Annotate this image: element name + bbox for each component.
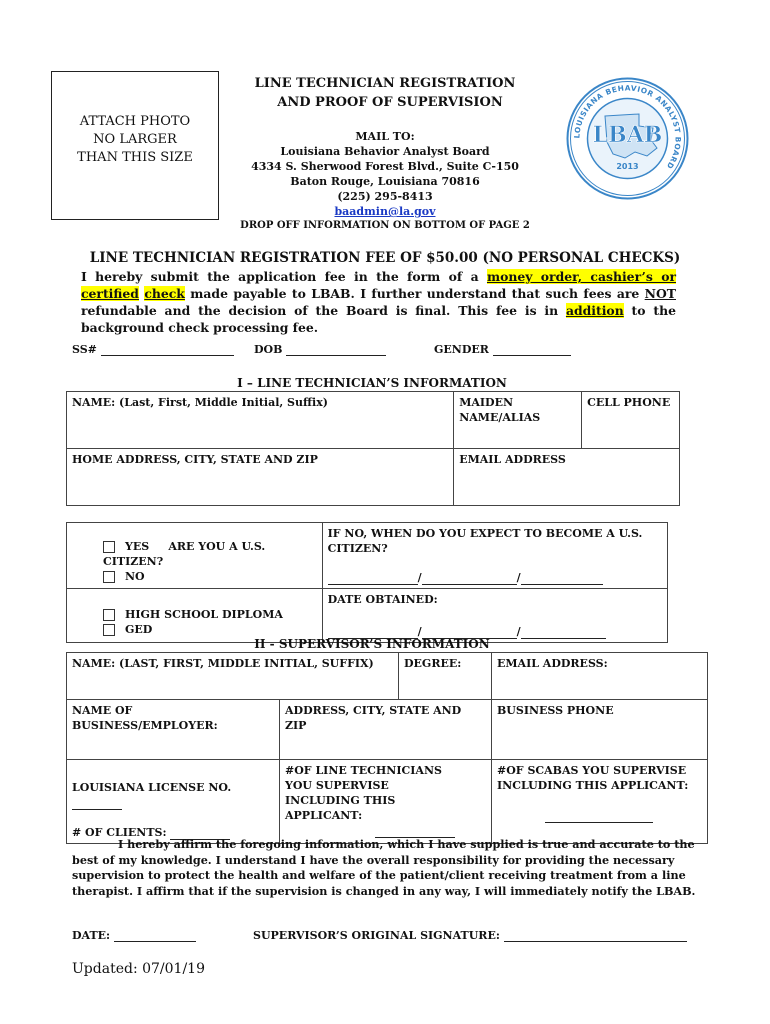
sup-degree-cell[interactable]: DEGREE:: [399, 653, 492, 700]
fee-highlight-check: check: [144, 286, 185, 301]
photo-box-line3: THAN THIS SIZE: [77, 150, 193, 165]
citizen-cell: [67, 523, 323, 589]
form-title-line2: AND PROOF OF SUPERVISION: [277, 95, 503, 110]
citizen-day-blank[interactable]: [422, 584, 517, 585]
seal-year: 2013: [616, 162, 639, 171]
seal-ring-text: LOUISIANA BEHAVIOR ANALYST BOARD: [572, 83, 683, 171]
citizen-month-blank[interactable]: [328, 584, 418, 585]
dob-field[interactable]: [254, 343, 386, 356]
photo-box-line2: NO LARGER: [93, 132, 177, 147]
signature-label: SUPERVISOR’S ORIGINAL SIGNATURE:: [253, 929, 500, 942]
date-slash: /: [516, 625, 521, 638]
fee-text-3: refundable and the decision of the Board is final. This fee is in: [81, 303, 566, 318]
gender-blank[interactable]: [493, 355, 571, 356]
fee-paragraph: [81, 268, 676, 336]
mail-to-label: MAIL TO:: [355, 130, 415, 143]
sup-business-cell[interactable]: NAME OF BUSINESS/EMPLOYER:: [67, 700, 280, 760]
sup-business-phone-cell[interactable]: BUSINESS PHONE: [492, 700, 708, 760]
sup-address-cell[interactable]: ADDRESS, CITY, STATE AND ZIP: [280, 700, 492, 760]
board-phone: (225) 295-8413: [337, 190, 433, 203]
date-slash: /: [417, 571, 422, 584]
tech-name-cell[interactable]: NAME: (Last, First, Middle Initial, Suffix): [67, 392, 454, 449]
fee-text-1: I hereby submit the application fee in the form of a: [81, 269, 487, 284]
sup-license-blank[interactable]: [72, 809, 122, 810]
sup-techs-cell: [280, 760, 492, 844]
form-header: [220, 74, 550, 233]
date-slash: /: [417, 625, 422, 638]
sup-scabas-blank[interactable]: [545, 822, 653, 823]
board-email-link[interactable]: baadmin@la.gov: [334, 205, 436, 218]
seal-abbr: LBAB: [592, 122, 663, 148]
ss-field[interactable]: [72, 343, 234, 356]
tech-home-address-cell[interactable]: HOME ADDRESS, CITY, STATE AND ZIP: [67, 449, 454, 506]
citizen-yes-label: YES: [125, 540, 150, 553]
gender-label: GENDER: [434, 343, 489, 356]
lbab-seal-logo: [565, 76, 690, 201]
photo-box: [51, 71, 219, 220]
date-label: DATE:: [72, 929, 111, 942]
sup-license-cell: [67, 760, 280, 844]
dob-label: DOB: [254, 343, 283, 356]
sup-email-cell[interactable]: EMAIL ADDRESS:: [492, 653, 708, 700]
photo-box-line1: ATTACH PHOTO: [79, 114, 191, 129]
dropoff-note: DROP OFF INFORMATION ON BOTTOM OF PAGE 2: [240, 220, 530, 231]
seal-graphic: [565, 76, 690, 201]
tech-cell-phone-cell[interactable]: CELL PHONE: [582, 392, 680, 449]
section1-title: I – LINE TECHNICIAN’S INFORMATION: [237, 376, 507, 390]
hs-diploma-checkbox[interactable]: [103, 609, 115, 621]
citizen-when-label: IF NO, WHEN DO YOU EXPECT TO BECOME A U.S. CITIZEN?: [327, 527, 643, 555]
sup-license-label: LOUISIANA LICENSE NO.: [72, 781, 232, 794]
date-field[interactable]: [72, 929, 196, 942]
sup-name-cell[interactable]: NAME: (LAST, FIRST, MIDDLE INITIAL, SUFFIX): [67, 653, 399, 700]
ged-checkbox[interactable]: [103, 624, 115, 636]
technician-info-table: [66, 391, 680, 506]
fee-heading: LINE TECHNICIAN REGISTRATION FEE OF $50.00 (NO PERSONAL CHECKS): [89, 250, 681, 266]
citizen-year-blank[interactable]: [521, 584, 603, 585]
ged-label: GED: [125, 623, 153, 636]
fee-text-4: to the background check processing fee.: [81, 303, 676, 335]
sup-techs-label: #OF LINE TECHNICIANS YOU SUPERVISE INCLUDING THIS APPLICANT:: [285, 764, 442, 822]
gender-field[interactable]: [434, 343, 571, 356]
date-obtained-label: DATE OBTAINED:: [327, 593, 438, 606]
date-obtained-cell: [322, 589, 667, 643]
citizen-yes-checkbox[interactable]: [103, 541, 115, 553]
fee-not: NOT: [644, 286, 676, 301]
fee-highlight-addition: addition: [565, 303, 624, 318]
signature-field[interactable]: [253, 929, 687, 942]
tech-email-cell[interactable]: EMAIL ADDRESS: [454, 449, 680, 506]
hs-diploma-label: HIGH SCHOOL DIPLOMA: [125, 608, 283, 621]
board-address-line1: 4334 S. Sherwood Forest Blvd., Suite C-150: [251, 160, 519, 173]
ss-blank[interactable]: [101, 355, 234, 356]
updated-date: Updated: 07/01/19: [72, 961, 205, 977]
citizen-no-checkbox[interactable]: [103, 571, 115, 583]
fee-text-2: made payable to LBAB. I further understand that such fees are: [184, 286, 645, 301]
board-name: Louisiana Behavior Analyst Board: [280, 145, 490, 158]
board-address-line2: Baton Rouge, Louisiana 70816: [290, 175, 480, 188]
ss-label: SS#: [72, 343, 97, 356]
section2-title: II - SUPERVISOR’S INFORMATION: [254, 637, 490, 651]
sup-clients-label: # OF CLIENTS:: [72, 826, 167, 839]
sup-scabas-cell: [492, 760, 708, 844]
date-blank[interactable]: [114, 941, 196, 942]
date-slash: /: [516, 571, 521, 584]
education-cell: [67, 589, 323, 643]
sup-scabas-label: #OF SCABAS YOU SUPERVISE INCLUDING THIS APPLICANT:: [497, 764, 689, 792]
citizen-question: ARE YOU A U.S. CITIZEN?: [103, 540, 266, 568]
signature-blank[interactable]: [504, 941, 687, 942]
dob-blank[interactable]: [286, 355, 386, 356]
fee-highlight-payment-types: money order, cashier’s or certified: [81, 269, 676, 301]
citizen-when-cell: [322, 523, 667, 589]
supervisor-info-table: [66, 652, 708, 844]
form-title-line1: LINE TECHNICIAN REGISTRATION: [254, 76, 516, 91]
affirmation-paragraph: I hereby affirm the foregoing information, which I have supplied is true and accurate to the best of my knowledge. I understand I have the overall responsibility for providing the necessary supervision to protect the health and welfare of the patient/client receiving treatment from a line therapist. I affirm that if the supervision is changed in any way, I will immediately notify the LBAB.: [72, 837, 696, 898]
citizen-no-label: NO: [125, 570, 145, 583]
tech-maiden-cell[interactable]: MAIDEN NAME/ALIAS: [454, 392, 582, 449]
citizenship-table: [66, 522, 668, 643]
